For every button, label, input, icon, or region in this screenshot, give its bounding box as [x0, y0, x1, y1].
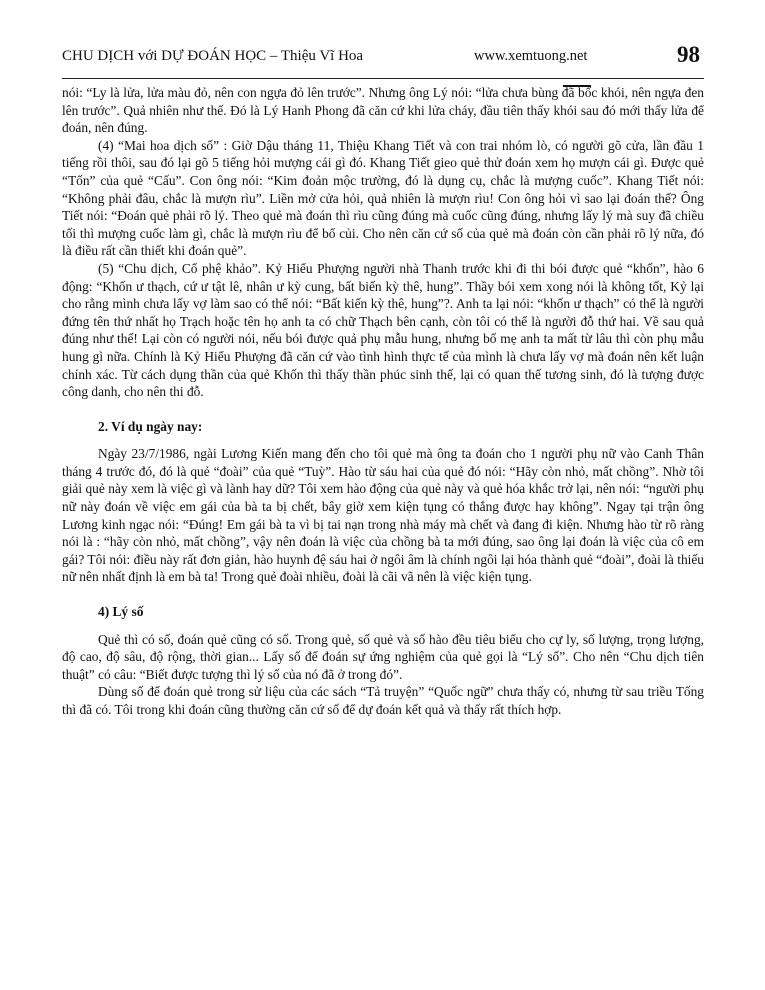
paragraph-ly-so-1: Quẻ thì có số, đoán quẻ cũng có số. Trong quẻ, số quẻ và số hào đều tiêu biểu cho cự ly, số lượng, trọng lượng, độ cao, độ sâu, độ rộng, thời gian... Lấy số để đoán sự ứng nghiệm của quẻ gọi là “Lý số”. Cho nên “Chu dịch tiên thuật” có câu: “Biết được tượng thì lý số của nó đã ở trong đó”. [62, 631, 704, 682]
section-heading-modern-example: 2. Ví dụ ngày nay: [98, 418, 203, 434]
page-header [62, 44, 704, 79]
paragraph-modern-example: Ngày 23/7/1986, ngài Lương Kiến mang đến cho tôi quẻ mà ông ta đoán cho 1 người phụ nữ vào Canh Thân tháng 4 trước đó, đó là quẻ “đoài” của quẻ “Tuỳ”. Hào từ sáu hai của quẻ đó nói: “Hãy còn nhỏ, mất chồng”. Nhờ tôi giải quẻ này xem là việc gì và lành hay dữ? Tôi xem hào động của quẻ này và quẻ hóa khắc trở lại, nên nói: “người phụ nữ này đoán về việc em gái của bà ta bị chết, bây giờ xem kiện tụng có thắng được hay không”. Ngay tại trận ông Lương kinh ngạc nói: “Đúng! Em gái bà ta vì bị tai nạn trong nhà máy mà chết và đang đi kiện. Nhưng hào từ rõ ràng nói là : “hãy còn nhỏ, mất chồng”, vậy nên đoán là việc của chồng bà ta mới đúng, sao ông lại đoán là việc của cô em gái? Tôi nói: điều này rất đơn giản, hào huynh đệ sáu hai ở ngôi âm là chính ngôi lại hóa thành quẻ “đoài”, đoài là thiếu nữ nên nhất định là em bà ta! Trong quẻ đoài nhiều, đoài là cãi vã nên là việc kiện tụng. [62, 446, 704, 585]
header-website: www.xemtuong.net [474, 48, 588, 64]
paragraph-ly-so-2: Dùng số để đoán quẻ trong sử liệu của các sách “Tả truyện” “Quốc ngữ” chưa thấy có, nhưng từ sau triều Tống thì đã có. Tôi trong khi đoán cũng thường căn cứ số để dự đoán kết quả và thấy rất thích hợp. [62, 684, 704, 717]
paragraph-continued: nói: “Ly là lửa, lửa màu đỏ, nên con ngựa đỏ lên trước”. Nhưng ông Lý nói: “lửa chưa bùng đã bốc khói, nên ngựa đen lên trước”. Quả nhiên như thế. Đó là Lý Hanh Phong đã căn cứ khi lửa cháy, đầu tiên thấy khói sau đó mới thấy lửa để đoán, nên đúng. [62, 85, 704, 136]
paragraph-chu-dich-co-phe: (5) “Chu dịch, Cổ phệ khảo”. Kỷ Hiểu Phượng người nhà Thanh trước khi đi thi bói được quẻ “khốn”, hào 6 động: “Khốn ư thạch, cứ ư tật lê, nhân ư kỳ cung, bất biến kỳ thê, hung”. Thầy bói xem xong nói là không tốt, Kỷ lại cho rằng mình chưa lấy vợ làm sao có thể nói: “Bất kiến kỳ thê, hung”?. Anh ta lại nói: “khốn ư thạch” có thể là người đứng tên thứ nhất họ Trạch hoặc tên họ anh ta có chữ Thạch bên cạnh, còn tôi có thể là người đỗ thứ hai. Về sau quả đúng như thế! Lại còn có người nói, nếu bói được quả phụ mẫu hung, nhưng bố mẹ anh ta mất từ lâu thì còn phụ mẫu hung gì nữa. Chính là Kỷ Hiểu Phượng đã căn cứ vào tình hình thực tế của mình là chưa lấy vợ mà đoán nên kết luận chính xác. Từ cách dụng thần của quẻ Khốn thì thấy thần phúc sinh thế, lại có quan thế tương sinh, đó là tượng được công danh, cho nên thi đỗ. [62, 260, 704, 400]
paragraph-mai-hoa: (4) “Mai hoa dịch số” : Giờ Dậu tháng 11, Thiệu Khang Tiết và con trai nhóm lò, có người gõ cửa, lần đầu 1 tiếng rồi thôi, sau đó lại gõ 5 tiếng hỏi mượng cái gì đó. Khang Tiết gieo quẻ thử đoán xem họ mượn cái gì. Được quẻ “Tốn” của quẻ “Cấu”. Con ông nói: “Kim đoản mộc trường, đó là dụng cụ, chắc là mượng cuốc”. Khang Tiết nói: “Không phải đâu, chắc là mượn rìu”. Liền mở cửa hỏi, quả nhiên là mượn rìu! Con ông hỏi vì sao lại đoán thế? Ông Tiết nói: “Đoán quẻ phải rõ lý. Theo quẻ mà đoán thì rìu cũng đúng mà cuốc cũng đúng, nhưng lấy lý mà suy đã chiều tối thì mượng cuốc làm gì, chắc là mượn rìu để bổ củi. Cho nên căn cứ số của quẻ mà đoán còn cần phải rõ lý nữa, đó là điều rất cần thiết khi đoán quẻ”. [62, 137, 704, 259]
section-heading-ly-so: 4) Lý số [98, 604, 144, 620]
header-title: CHU DỊCH với DỰ ĐOÁN HỌC – Thiệu Vĩ Hoa [62, 48, 364, 64]
page-body [62, 84, 704, 719]
page-number: 98 [677, 42, 700, 67]
